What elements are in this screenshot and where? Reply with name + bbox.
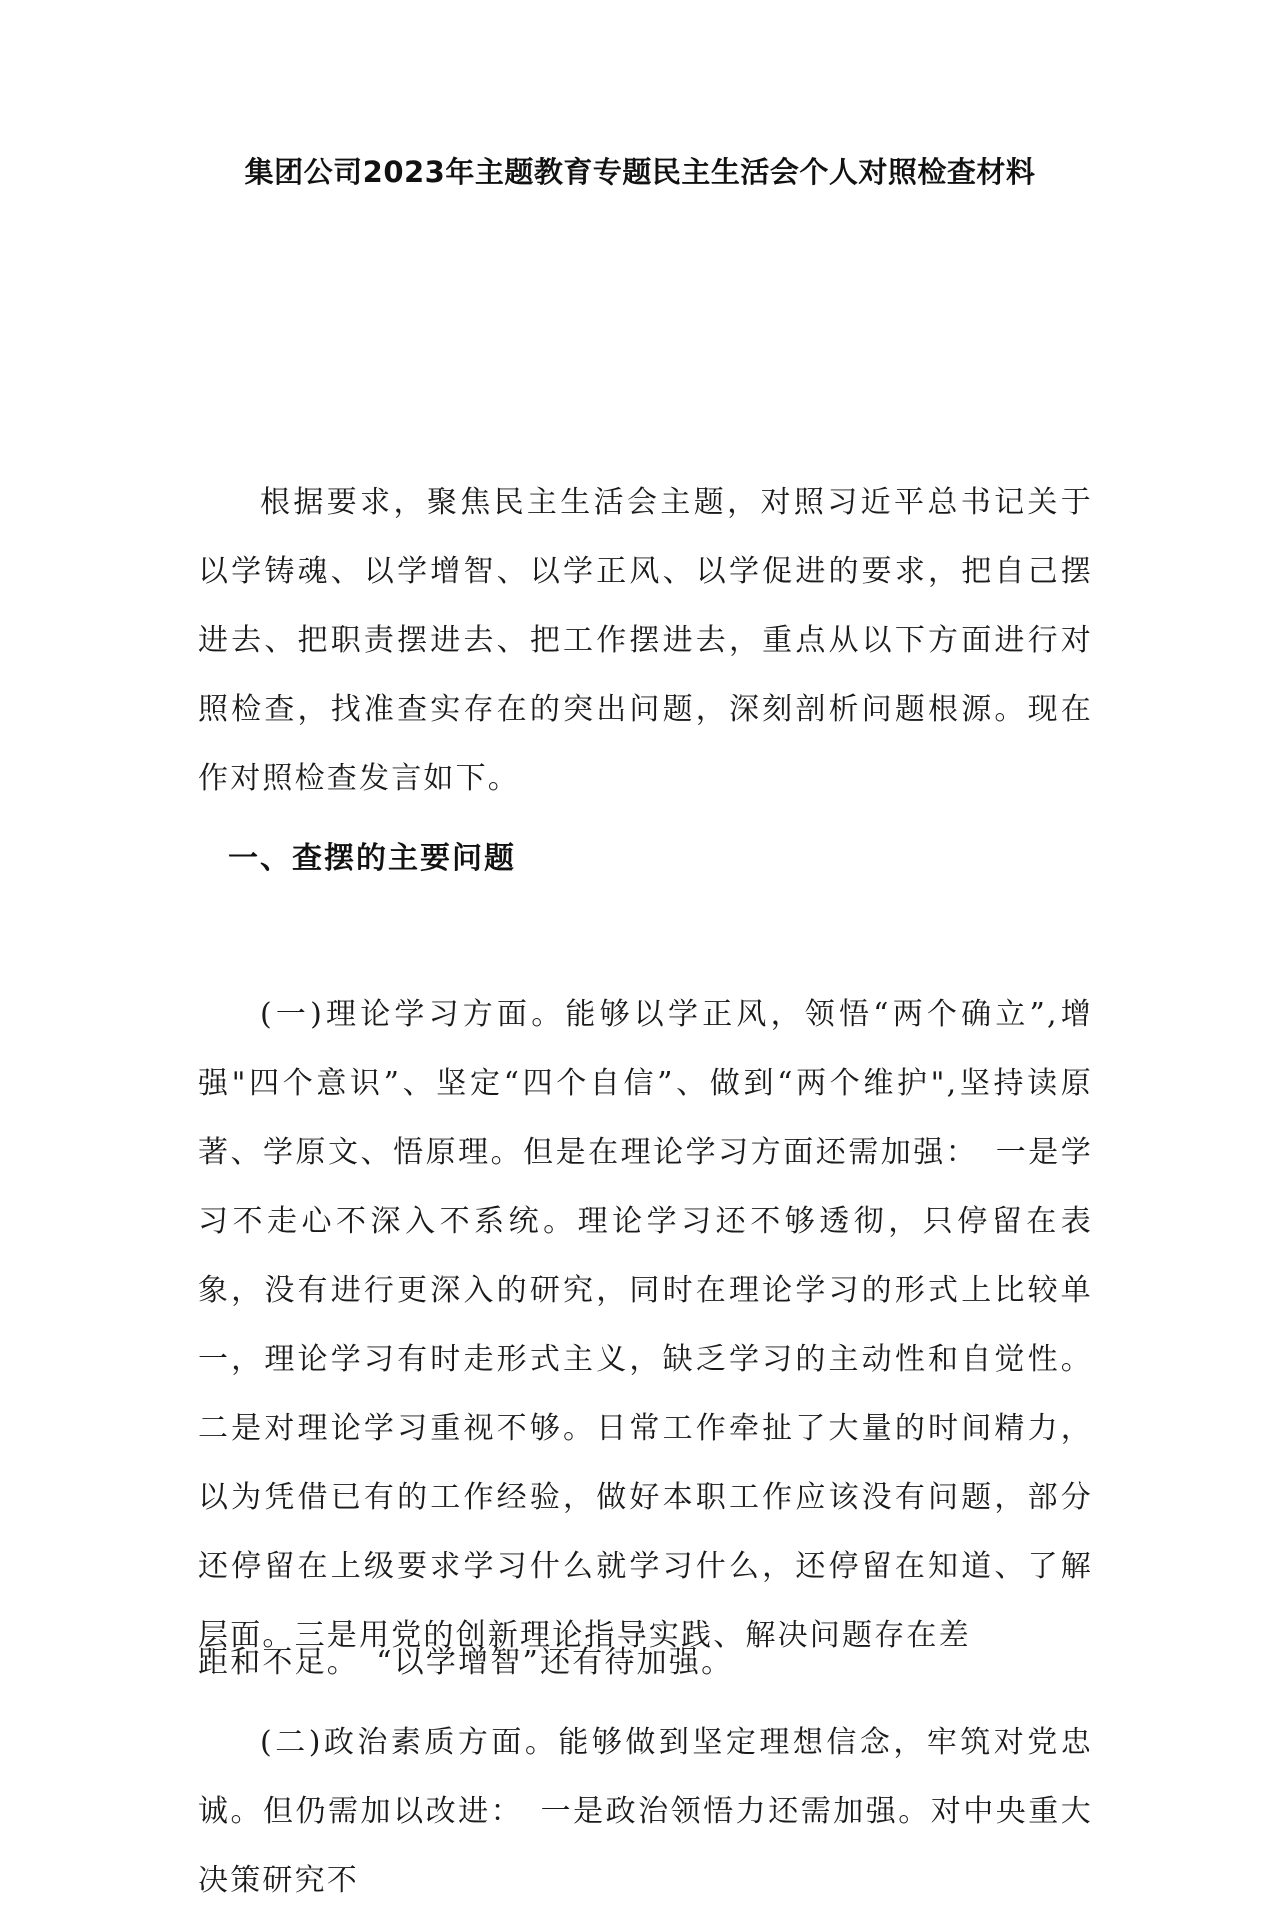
section-heading: 一、查摆的主要问题 [228,841,516,876]
political-quality-paragraph: (二)政治素质方面。能够做到坚定理想信念，牢筑对党忠诚。但仍需加以改进： 一是政治领悟力还需加强。对中央重大决策研究不 [198,1725,1093,1898]
theory-study-paragraph-end: 距和不足。 “以学增智”还有待加强。 [198,1645,734,1680]
theory-study-paragraph: (一)理论学习方面。能够以学正风，领悟“两个确立”,增强"四个意识”、坚定“四个自信”、做到“两个维护",坚持读原著、学原文、悟原理。但是在理论学习方面还需加强： 一是学习不走心不深入不系统。理论学习还不够透彻，只停留在表象，没有进行更深入的研究，同时在理论学习的形式上比较单一，理论学习有时走形式主义，缺乏学习的主动性和自觉性。二是对理论学习重视不够。日常工作牵扯了大量的时间精力，以为凭借已有的工作经验，做好本职工作应该没有问题，部分还停留在上级要求学习什么就学习什么，还停留在知道、了解层面。三是用党的创新理论指导实践、解决问题存在差 [198,997,1093,1653]
document-title: 集团公司2023年主题教育专题民主生活会个人对照检查材料 [244,155,1036,189]
intro-paragraph: 根据要求，聚焦民主生活会主题，对照习近平总书记关于以学铸魂、以学增智、以学正风、以学促进的要求，把自己摆进去、把职责摆进去、把工作摆进去，重点从以下方面进行对照检查，找准查实存在的突出问题，深刻剖析问题根源。现在作对照检查发言如下。 [198,485,1093,796]
